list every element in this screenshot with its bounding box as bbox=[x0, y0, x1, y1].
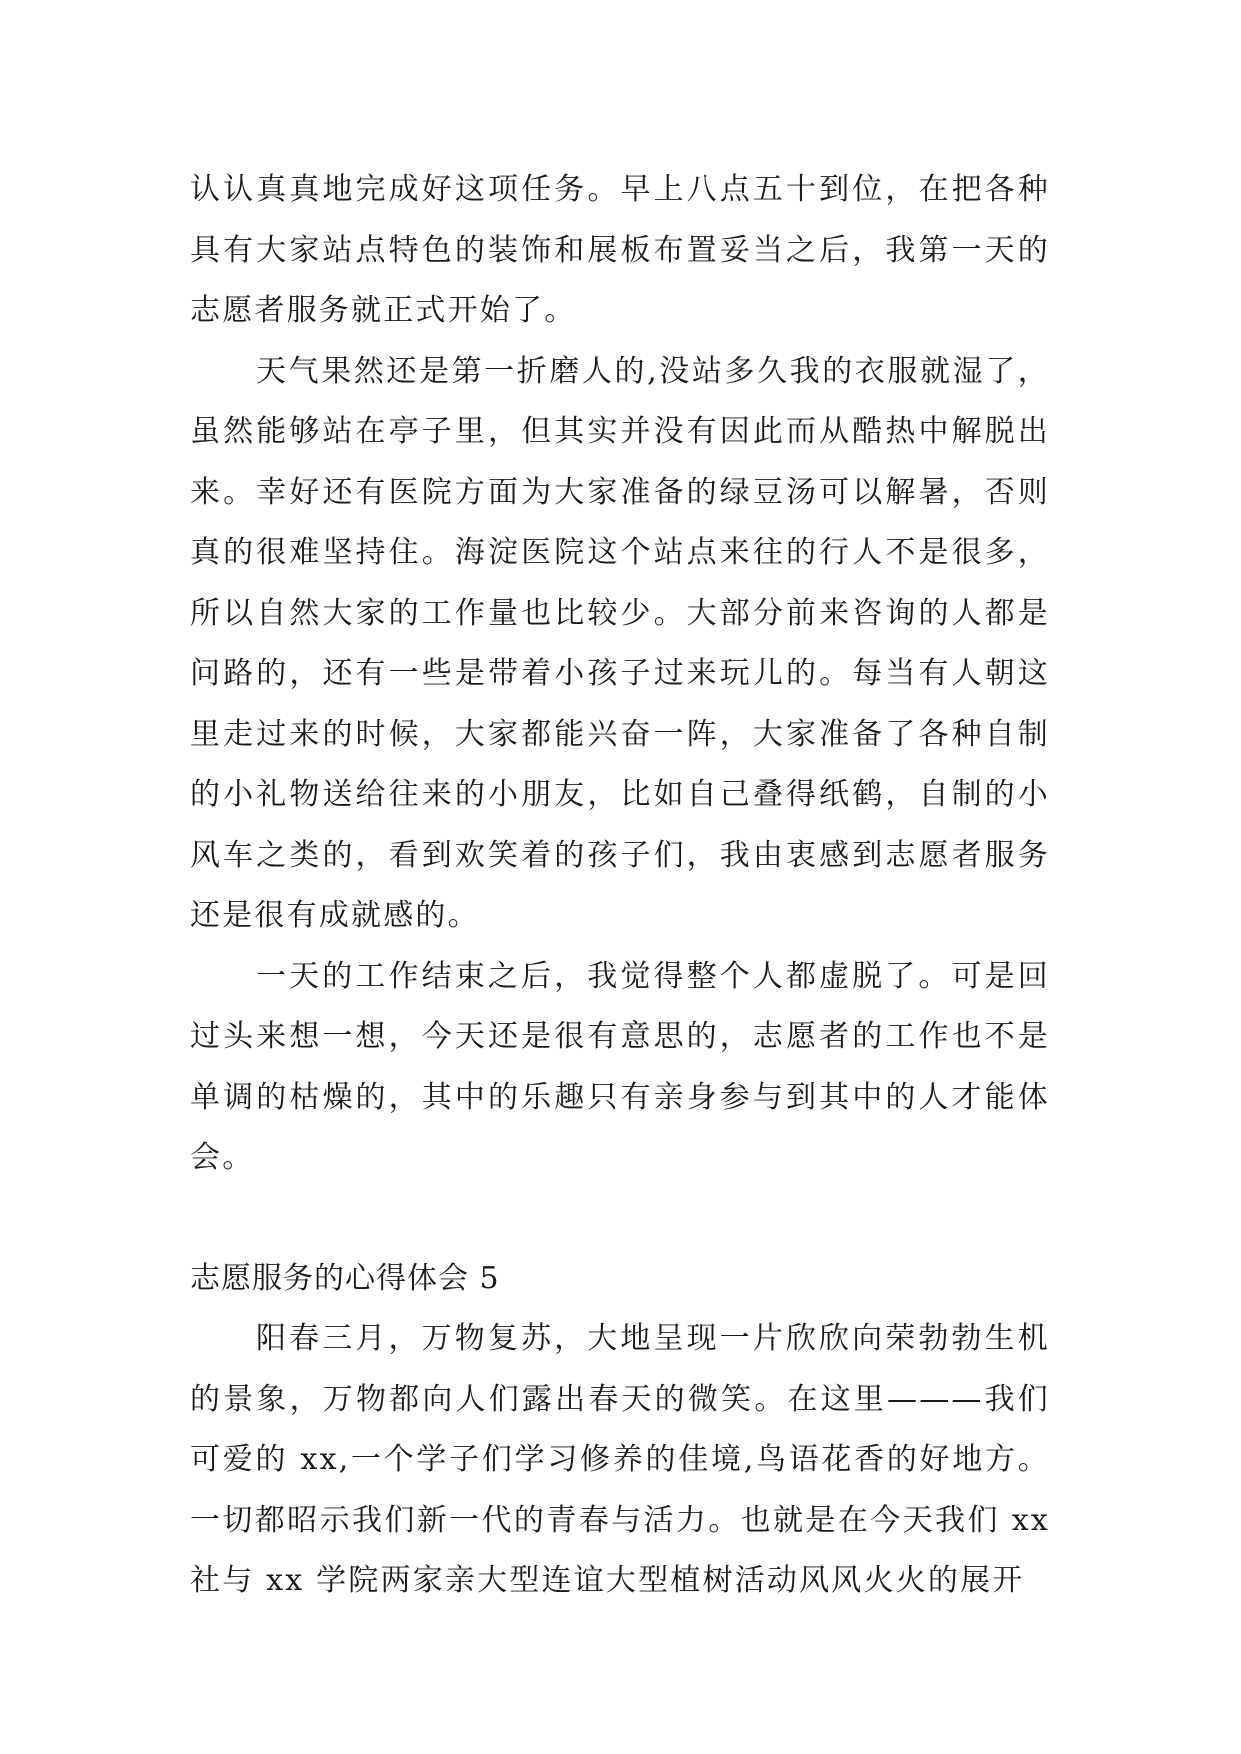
document-page bbox=[190, 160, 1050, 1612]
section-spacer bbox=[190, 1189, 1050, 1249]
section-title: 志愿服务的心得体会 5 bbox=[190, 1260, 500, 1296]
paragraph-3: 一天的工作结束之后，我觉得整个人都虚脱了。可是回过头来想一想，今天还是很有意思的，志愿者的工作也不是单调的枯燥的，其中的乐趣只有亲身参与到其中的人才能体会。 bbox=[190, 958, 1050, 1175]
paragraph-1: 认认真真地完成好这项任务。早上八点五十到位，在把各种具有大家站点特色的装饰和展板布置妥当之后，我第一天的志愿者服务就正式开始了。 bbox=[190, 172, 1050, 328]
paragraph-2: 天气果然还是第一折磨人的,没站多久我的衣服就湿了，虽然能够站在亭子里，但其实并没有因此而从酷热中解脱出来。幸好还有医院方面为大家准备的绿豆汤可以解暑，否则真的很难坚持住。海淀医院这个站点来往的行人不是很多，所以自然大家的工作量也比较少。大部分前来咨询的人都是问路的，还有一些是带着小孩子过来玩儿的。每当有人朝这里走过来的时候，大家都能兴奋一阵，大家准备了各种自制的小礼物送给往来的小朋友，比如自己叠得纸鹤，自制的小风车之类的，看到欢笑着的孩子们，我由衷感到志愿者服务还是很有成就感的。 bbox=[190, 353, 1050, 933]
paragraph-4: 阳春三月，万物复苏，大地呈现一片欣欣向荣勃勃生机的景象，万物都向人们露出春天的微笑。在这里———我们可爱的 xx,一个学子们学习修养的佳境,鸟语花香的好地方。一切都昭示我们新一代的青春与活力。也就是在今天我们 xx 社与 xx 学院两家亲大型连谊大型植树活动风风火火的展开 bbox=[190, 1321, 1050, 1598]
